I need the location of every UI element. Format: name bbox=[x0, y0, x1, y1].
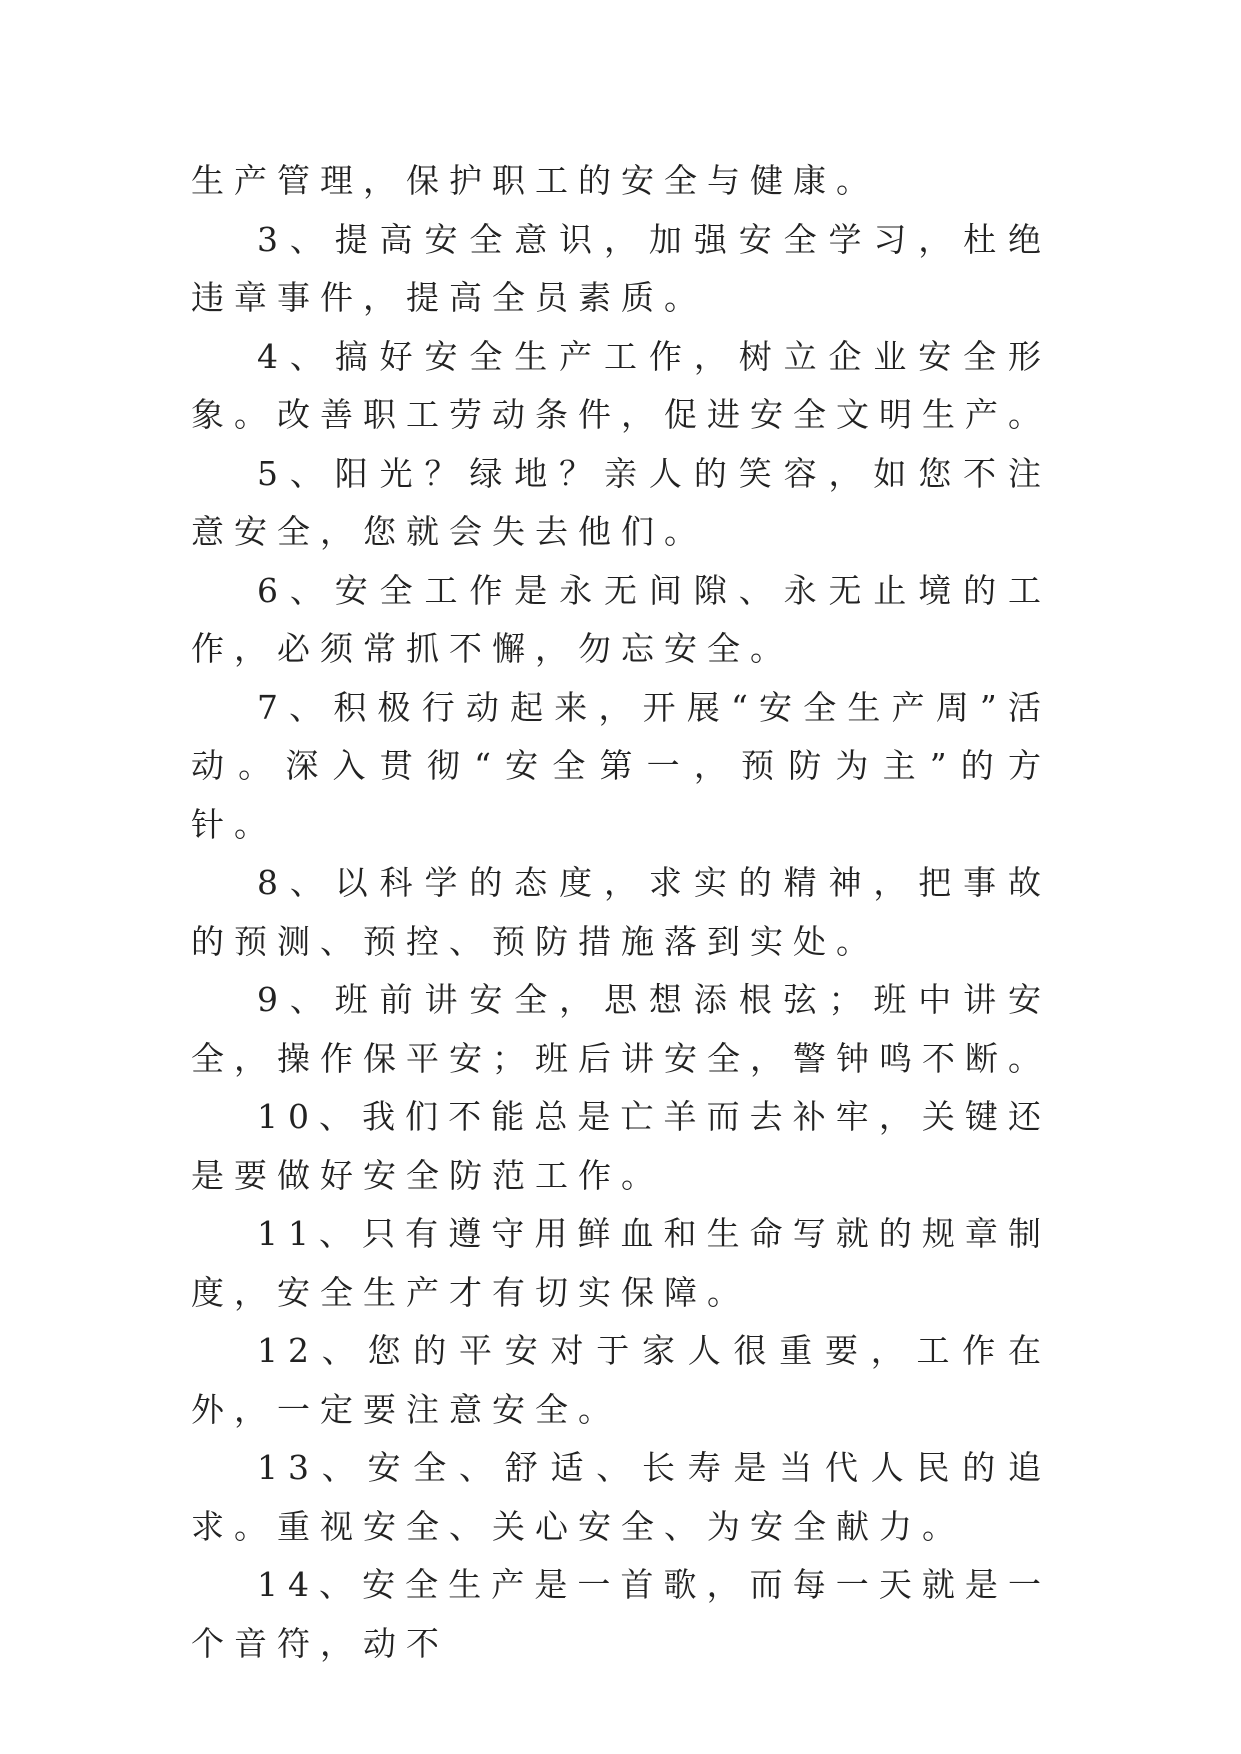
paragraph: 6、安全工作是永无间隙、永无止境的工作，必须常抓不懈，勿忘安全。 bbox=[191, 570, 1051, 668]
paragraph: 4、搞好安全生产工作，树立企业安全形象。改善职工劳动条件，促进安全文明生产。 bbox=[191, 336, 1051, 434]
paragraph: 9、班前讲安全，思想添根弦；班中讲安全，操作保平安；班后讲安全，警钟鸣不断。 bbox=[191, 980, 1051, 1078]
paragraph: 12、您的平安对于家人很重要，工作在外，一定要注意安全。 bbox=[191, 1331, 1051, 1429]
paragraph: 7、积极行动起来，开展“安全生产周”活动。深入贯彻“安全第一，预防为主”的方针。 bbox=[191, 687, 1051, 844]
paragraph: 11、只有遵守用鲜血和生命写就的规章制度，安全生产才有切实保障。 bbox=[191, 1214, 1051, 1312]
paragraph: 3、提高安全意识，加强安全学习，杜绝违章事件，提高全员素质。 bbox=[191, 219, 1051, 317]
paragraph: 8、以科学的态度，求实的精神，把事故的预测、预控、预防措施落到实处。 bbox=[191, 863, 1051, 961]
paragraph: 13、安全、舒适、长寿是当代人民的追求。重视安全、关心安全、为安全献力。 bbox=[191, 1448, 1051, 1546]
paragraph: 5、阳光？绿地？亲人的笑容，如您不注意安全，您就会失去他们。 bbox=[191, 453, 1051, 551]
paragraph: 14、安全生产是一首歌，而每一天就是一个音符，动不 bbox=[191, 1565, 1051, 1663]
document-body bbox=[191, 152, 1051, 1673]
paragraph: 10、我们不能总是亡羊而去补牢，关键还是要做好安全防范工作。 bbox=[191, 1097, 1051, 1195]
paragraph: 生产管理，保护职工的安全与健康。 bbox=[191, 161, 879, 200]
